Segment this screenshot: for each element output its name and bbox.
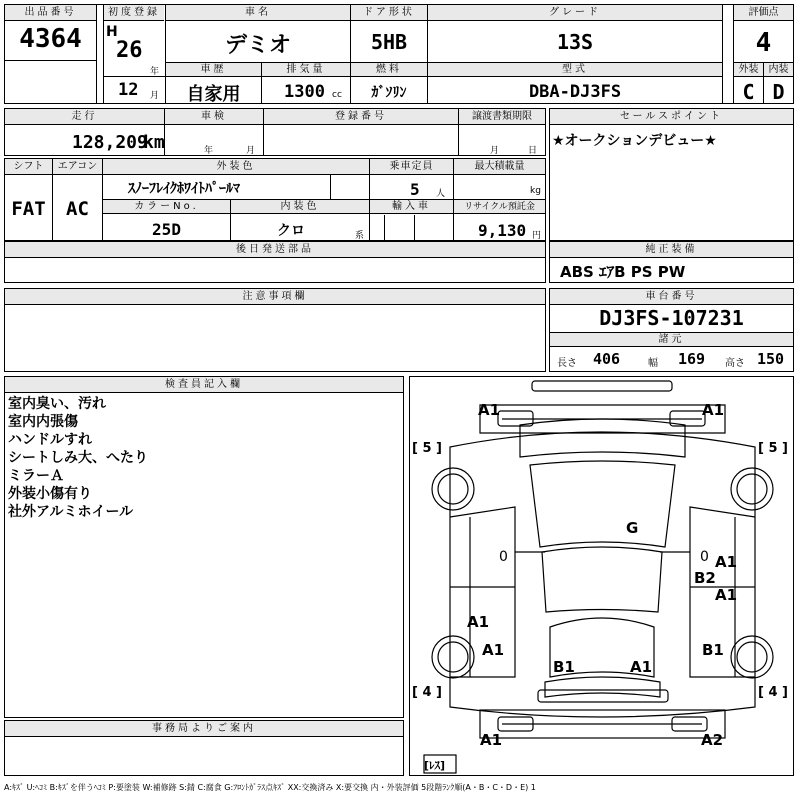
inspector-note: 室内内張傷 xyxy=(8,414,78,430)
month-unit: 月 xyxy=(150,91,160,101)
inspector-note: 社外アルミホイール xyxy=(8,504,134,520)
interior-color: クロ xyxy=(277,223,305,239)
registration-label: 初度登録 xyxy=(104,5,164,21)
displacement-label: 排気量 xyxy=(262,63,350,77)
tire-tread: [ 4 ] xyxy=(412,685,442,700)
fuel: ｶﾞｿﾘﾝ xyxy=(371,85,407,101)
history-label: 車歴 xyxy=(166,63,261,77)
legend: A:ｷｽﾞ U:ﾍｺﾐ B:ｷｽﾞを伴うﾍｺﾐ P:要塗装 W:補修跡 S:錆 C:腐食 G:ﾌﾛﾝﾄｶﾞﾗｽ点ｷｽﾞ XX:交換済み X:要交換 内・外装評価 5段階ﾗﾝｸ順(A・B・C・D・E) 1 xyxy=(4,783,536,792)
inspector-label: 検査員記入欄 xyxy=(5,377,403,393)
inspector-notes xyxy=(8,395,148,521)
air-conditioner: AC xyxy=(66,198,89,220)
door-label: ドア形状 xyxy=(351,5,427,21)
tire-tread: [ 5 ] xyxy=(758,441,788,456)
model-code: DBA-DJ3FS xyxy=(528,82,622,102)
grade-label: グレード xyxy=(428,5,722,21)
shift-label: シフト xyxy=(5,159,52,175)
damage-mark: B2 xyxy=(694,569,716,587)
lot-label: 出品番号 xyxy=(5,5,96,21)
displacement-unit: cc xyxy=(332,90,342,100)
seats-unit: 人 xyxy=(436,189,446,199)
width: 169 xyxy=(678,350,706,368)
inspector-note: ハンドルすれ xyxy=(8,432,92,448)
damage-mark: A1 xyxy=(630,658,653,676)
color-no-label: カラーNo. xyxy=(103,200,230,214)
registration-year: 26 xyxy=(116,38,143,63)
damage-mark: 0 xyxy=(499,549,508,565)
damage-mark: A1 xyxy=(702,401,725,419)
max-load-unit: kg xyxy=(530,186,541,196)
mileage-unit: km xyxy=(143,132,165,153)
damage-mark: A1 xyxy=(478,401,501,419)
score: 4 xyxy=(755,28,772,58)
transfer-label: 譲渡書類期限 xyxy=(459,109,545,125)
height: 150 xyxy=(757,350,785,368)
length: 406 xyxy=(593,350,621,368)
model-label: 型式 xyxy=(428,63,722,77)
spec-label: 諸元 xyxy=(550,333,793,347)
ac-label: エアコン xyxy=(53,159,102,175)
tire-tread: [ 4 ] xyxy=(758,685,788,700)
sales-point-label: セールスポイント xyxy=(550,109,793,125)
damage-mark: A1 xyxy=(715,586,738,604)
inspector-note: 室内臭い、汚れ xyxy=(8,396,106,412)
interior-label: 内装 xyxy=(764,63,793,77)
import-label: 輸入車 xyxy=(370,200,453,214)
damage-mark: B1 xyxy=(702,641,724,659)
year-unit: 年 xyxy=(150,67,160,77)
damage-diagram xyxy=(409,376,794,776)
inspector-note: 外装小傷有り xyxy=(8,486,92,502)
recycle-label: リサイクル預託金 xyxy=(454,200,545,214)
exterior-color-label: 外装色 xyxy=(103,159,369,175)
registration-month: 12 xyxy=(118,80,139,100)
grade: 13S xyxy=(556,30,594,54)
spare-tire: [ﾚｽ] xyxy=(424,759,446,772)
transfer-day-unit: 日 xyxy=(528,146,538,156)
damage-mark: A1 xyxy=(467,613,490,631)
fuel-label: 燃料 xyxy=(351,63,427,77)
car-name-label: 車名 xyxy=(166,5,350,21)
car-name: デミオ xyxy=(224,33,291,58)
damage-mark: A2 xyxy=(701,731,724,749)
exterior-color: ｽﾉｰﾌﾚｲｸﾎﾜｲﾄﾊﾟｰﾙﾏ xyxy=(128,181,240,197)
sales-point-block xyxy=(549,108,794,241)
score-label: 評価点 xyxy=(734,5,793,21)
equipment-label: 純正装備 xyxy=(550,242,793,258)
inspection-label: 車検 xyxy=(165,109,263,125)
shift: FAT xyxy=(11,198,46,220)
max-load-label: 最大積載量 xyxy=(454,159,545,175)
recycle-fee: 9,130 xyxy=(478,221,527,240)
transfer-month-unit: 月 xyxy=(490,146,500,156)
exterior-label: 外装 xyxy=(734,63,763,77)
inspector-note: シートしみ大、へたり xyxy=(8,450,148,466)
notes-label: 注意事項欄 xyxy=(5,289,545,305)
mileage: 128,209 xyxy=(72,132,148,153)
plate-label: 登録番号 xyxy=(264,109,458,125)
chassis-number: DJ3FS-107231 xyxy=(599,306,744,330)
door-type: 5HB xyxy=(370,30,408,54)
seats: 5 xyxy=(410,180,420,199)
damage-mark: A1 xyxy=(480,731,503,749)
era-letter: H xyxy=(106,24,118,40)
color-no: 25D xyxy=(152,220,181,239)
exterior-grade: C xyxy=(742,80,755,104)
height-label: 高さ xyxy=(725,358,745,369)
lot-number: 4364 xyxy=(19,24,82,54)
inspection-month-unit: 月 xyxy=(246,146,256,156)
damage-mark: G xyxy=(626,519,639,537)
inspector-note: ミラーＡ xyxy=(8,468,64,484)
damage-mark: B1 xyxy=(553,658,575,676)
damage-mark: A1 xyxy=(482,641,505,659)
interior-color-label: 内装色 xyxy=(231,200,369,214)
interior-grade: D xyxy=(772,80,785,104)
history: 自家用 xyxy=(186,84,241,105)
interior-color-unit: 系 xyxy=(355,231,365,241)
width-label: 幅 xyxy=(648,358,658,369)
damage-mark: 0 xyxy=(700,549,709,565)
length-label: 長さ xyxy=(557,358,577,369)
displacement: 1300 xyxy=(284,82,325,102)
later-parts-label: 後日発送部品 xyxy=(5,242,545,258)
equipment: ABS ｴｱB PS PW xyxy=(560,263,686,281)
recycle-unit: 円 xyxy=(532,231,542,241)
tire-tread: [ 5 ] xyxy=(412,441,442,456)
chassis-label: 車台番号 xyxy=(550,289,793,305)
damage-mark: A1 xyxy=(715,553,738,571)
sales-point: ★オークションデビュー★ xyxy=(552,133,717,149)
inspection-year-unit: 年 xyxy=(204,146,214,156)
office-label: 事務局よりご案内 xyxy=(5,721,403,737)
seats-label: 乗車定員 xyxy=(370,159,453,175)
mileage-label: 走行 xyxy=(5,109,164,125)
